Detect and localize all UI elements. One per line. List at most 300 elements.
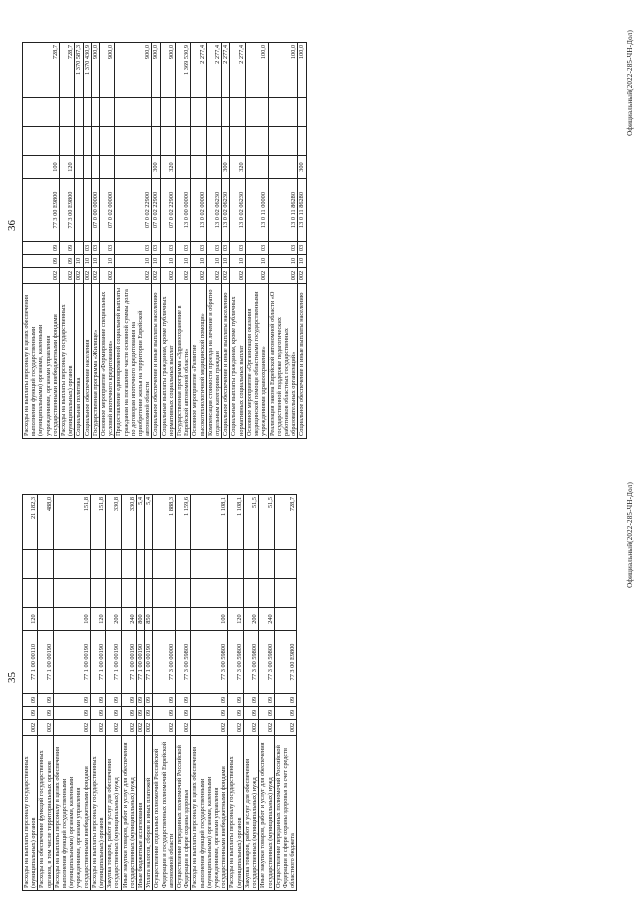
- code-pr: 09: [90, 694, 105, 707]
- target-article: 07 0 02 22900: [152, 179, 160, 242]
- table-row: [206, 43, 221, 439]
- expense-type: 100: [53, 608, 90, 631]
- expense-type: 850: [145, 608, 153, 631]
- row-name: Расходы на выплаты персоналу государственных (муниципальных) органов: [90, 736, 105, 891]
- expense-type: [153, 608, 176, 631]
- expense-type: 120: [228, 608, 243, 631]
- empty-cell: [243, 550, 258, 579]
- target-article: 77 3 00 59800: [243, 631, 258, 694]
- target-article: 77 1 00 00190: [106, 631, 121, 694]
- code-pr: 09: [176, 694, 191, 707]
- empty-cell: [60, 98, 75, 127]
- empty-cell: [91, 98, 99, 127]
- code-gr: 002: [115, 268, 152, 284]
- row-name: Предоставление единовременной социальной выплаты гражданам на погашение части основной суммы долга по договорам ипотечного кредитования на приобретение жилья на территории Еврейской автономной области: [115, 284, 152, 439]
- empty-cell: [75, 127, 83, 156]
- table-row: [243, 495, 258, 891]
- table-row: [53, 495, 90, 891]
- row-name: Закупка товаров, работ и услуг для обеспечения государственных (муниципальных) нужд: [243, 736, 258, 891]
- target-article: [83, 179, 91, 242]
- empty-cell: [191, 550, 228, 579]
- empty-cell: [100, 127, 115, 156]
- code-gr: 002: [298, 268, 306, 284]
- expense-type: 200: [243, 608, 258, 631]
- amount: 900,0: [100, 43, 115, 98]
- code-pr: 09: [23, 242, 60, 255]
- code-gr: 002: [268, 268, 298, 284]
- code-rz: 10: [176, 255, 191, 268]
- code-gr: 002: [90, 720, 105, 736]
- target-article: 13 0 11 86280: [268, 179, 298, 242]
- empty-cell: [176, 550, 191, 579]
- target-article: 77 3 00 59800: [259, 631, 274, 694]
- code-pr: 03: [230, 242, 245, 255]
- target-article: 13 0 02 06230: [206, 179, 221, 242]
- budget-table: [22, 494, 297, 891]
- code-rz: 10: [160, 255, 175, 268]
- table-row: [121, 495, 136, 891]
- amount: 900,0: [91, 43, 99, 98]
- code-gr: 002: [274, 720, 297, 736]
- target-article: 77 3 00 E9800: [23, 179, 60, 242]
- empty-cell: [243, 579, 258, 608]
- code-gr: 002: [259, 720, 274, 736]
- row-name: Основное мероприятие «Развитие высокотехнологичной медицинской помощи»: [191, 284, 206, 439]
- expense-type: 200: [106, 608, 121, 631]
- target-article: 13 0 11 86280: [298, 179, 306, 242]
- table-row: [298, 43, 306, 439]
- table-row: [106, 495, 121, 891]
- row-name: Иные закупки товаров, работ и услуг для обеспечения государственных (муниципальных) нужд: [121, 736, 136, 891]
- code-gr: 002: [75, 268, 83, 284]
- empty-cell: [100, 98, 115, 127]
- empty-cell: [153, 550, 176, 579]
- row-name: Расходы на выплаты персоналу государственных (муниципальных) органов: [228, 736, 243, 891]
- empty-cell: [115, 127, 152, 156]
- amount: 1 370 430,9: [83, 43, 91, 98]
- code-pr: 09: [60, 242, 75, 255]
- table-row: [152, 43, 160, 439]
- empty-cell: [259, 579, 274, 608]
- amount: 2 277,4: [230, 43, 245, 98]
- empty-cell: [160, 127, 175, 156]
- code-pr: 03: [160, 242, 175, 255]
- row-name: Реализация закона Еврейской автономной области «О государственной поддержке педагогических работников областных государственных образовательных организаций»: [268, 284, 298, 439]
- code-pr: 03: [206, 242, 221, 255]
- target-article: 77 1 00 00190: [137, 631, 145, 694]
- amount: 51,5: [259, 495, 274, 550]
- expense-type: [206, 156, 221, 179]
- code-gr: 002: [206, 268, 221, 284]
- code-rz: 09: [121, 707, 136, 720]
- empty-cell: [121, 579, 136, 608]
- table-row: [160, 43, 175, 439]
- code-pr: 03: [176, 242, 191, 255]
- expense-type: [83, 156, 91, 179]
- table-row: [191, 495, 228, 891]
- empty-cell: [38, 550, 53, 579]
- amount: 5,4: [145, 495, 153, 550]
- code-rz: 10: [75, 255, 83, 268]
- code-pr: 09: [274, 694, 297, 707]
- code-pr: 03: [100, 242, 115, 255]
- expense-type: [91, 156, 99, 179]
- code-rz: 10: [191, 255, 206, 268]
- expense-type: 100: [23, 156, 60, 179]
- code-gr: 002: [222, 268, 230, 284]
- code-pr: 09: [137, 694, 145, 707]
- target-article: 07 0 02 22900: [160, 179, 175, 242]
- empty-cell: [23, 550, 38, 579]
- amount: 1 369 530,9: [176, 43, 191, 98]
- code-gr: 002: [100, 268, 115, 284]
- empty-cell: [222, 98, 230, 127]
- empty-cell: [268, 98, 298, 127]
- code-rz: 09: [228, 707, 243, 720]
- row-name: Социальная политика: [75, 284, 83, 439]
- row-name: Расходы на выплаты персоналу в целях обеспечения выполнения функций государственными (муниципальными) органами, казенными учреждениями, органами управления государственными внебюджетными фондами: [53, 736, 90, 891]
- empty-cell: [160, 98, 175, 127]
- empty-cell: [206, 98, 221, 127]
- code-gr: 002: [23, 720, 38, 736]
- table-row: [145, 495, 153, 891]
- amount: 2 277,4: [206, 43, 221, 98]
- code-rz: 10: [245, 255, 268, 268]
- expense-type: [115, 156, 152, 179]
- amount: 728,7: [274, 495, 297, 550]
- page-35: [0, 452, 640, 903]
- amount: 1 159,6: [176, 495, 191, 550]
- code-pr: 09: [23, 694, 38, 707]
- empty-cell: [206, 127, 221, 156]
- code-pr: 03: [83, 242, 91, 255]
- expense-type: 120: [23, 608, 38, 631]
- code-gr: 002: [145, 720, 153, 736]
- row-name: Иные бюджетные ассигнования: [137, 736, 145, 891]
- target-article: 13 0 11 00000: [245, 179, 268, 242]
- code-rz: 10: [152, 255, 160, 268]
- table-row: [228, 495, 243, 891]
- code-gr: 002: [53, 720, 90, 736]
- table-row: [23, 43, 60, 439]
- table-row: [222, 43, 230, 439]
- code-rz: 09: [38, 707, 53, 720]
- code-rz: 10: [298, 255, 306, 268]
- amount: 330,8: [121, 495, 136, 550]
- row-name: Иные закупки товаров, работ и услуг для обеспечения государственных (муниципальных) нужд: [259, 736, 274, 891]
- empty-cell: [230, 98, 245, 127]
- target-article: 07 0 00 00000: [91, 179, 99, 242]
- empty-cell: [83, 98, 91, 127]
- row-name: Осуществление переданных полномочий Российской Федерации в сфере охраны здоровья: [176, 736, 191, 891]
- code-rz: 09: [106, 707, 121, 720]
- empty-cell: [137, 579, 145, 608]
- code-rz: 09: [53, 707, 90, 720]
- table-row: [153, 495, 176, 891]
- code-gr: 002: [83, 268, 91, 284]
- target-article: 77 3 00 59800: [228, 631, 243, 694]
- target-article: [75, 179, 83, 242]
- empty-cell: [228, 550, 243, 579]
- expense-type: 100: [191, 608, 228, 631]
- code-rz: 09: [23, 707, 38, 720]
- code-rz: 09: [243, 707, 258, 720]
- code-rz: 10: [222, 255, 230, 268]
- empty-cell: [145, 550, 153, 579]
- expense-type: [75, 156, 83, 179]
- row-name: Осуществление отдельных полномочий Российской Федерации и государственных полномочий Еврейской автономной области: [153, 736, 176, 891]
- code-gr: 002: [38, 720, 53, 736]
- code-gr: 002: [160, 268, 175, 284]
- code-pr: 09: [53, 694, 90, 707]
- empty-cell: [83, 127, 91, 156]
- target-article: 77 1 00 00190: [90, 631, 105, 694]
- code-pr: 03: [245, 242, 268, 255]
- empty-cell: [75, 98, 83, 127]
- expense-type: 300: [298, 156, 306, 179]
- table-row: [83, 43, 91, 439]
- row-name: Социальное обеспечение населения: [83, 284, 91, 439]
- amount: 1 108,1: [228, 495, 243, 550]
- empty-cell: [176, 579, 191, 608]
- table-row: [176, 43, 191, 439]
- empty-cell: [106, 579, 121, 608]
- empty-cell: [222, 127, 230, 156]
- code-pr: 03: [298, 242, 306, 255]
- amount: 2 277,4: [191, 43, 206, 98]
- expense-type: [274, 608, 297, 631]
- amount: 5,4: [137, 495, 145, 550]
- amount: 100,0: [298, 43, 306, 98]
- code-gr: 002: [191, 720, 228, 736]
- row-name: Социальное обеспечение и иные выплаты населению: [152, 284, 160, 439]
- empty-cell: [191, 579, 228, 608]
- code-pr: 03: [222, 242, 230, 255]
- code-gr: 002: [228, 720, 243, 736]
- code-rz: 10: [268, 255, 298, 268]
- table-row: [115, 43, 152, 439]
- expense-type: 240: [121, 608, 136, 631]
- empty-cell: [53, 579, 90, 608]
- empty-cell: [153, 579, 176, 608]
- empty-cell: [23, 579, 38, 608]
- amount: 330,8: [106, 495, 121, 550]
- row-name: Компенсация стоимости проезда на лечение и обратно отдельным категориям граждан: [206, 284, 221, 439]
- empty-cell: [90, 579, 105, 608]
- code-gr: 002: [91, 268, 99, 284]
- target-article: 13 0 00 00000: [176, 179, 191, 242]
- code-gr: 002: [121, 720, 136, 736]
- table-row: [268, 43, 298, 439]
- code-gr: 002: [23, 268, 60, 284]
- code-gr: 002: [176, 268, 191, 284]
- target-article: 77 3 00 59800: [191, 631, 228, 694]
- target-article: 07 0 02 22900: [115, 179, 152, 242]
- expense-type: 300: [222, 156, 230, 179]
- row-name: Социальное обеспечение и иные выплаты населению: [298, 284, 306, 439]
- empty-cell: [145, 579, 153, 608]
- amount: 100,0: [268, 43, 298, 98]
- amount: 728,7: [60, 43, 75, 98]
- empty-cell: [259, 550, 274, 579]
- code-rz: 09: [153, 707, 176, 720]
- page-36: [0, 0, 640, 451]
- code-rz: 10: [115, 255, 152, 268]
- code-gr: 002: [230, 268, 245, 284]
- amount: 1 888,3: [153, 495, 176, 550]
- empty-cell: [152, 127, 160, 156]
- code-rz: 09: [90, 707, 105, 720]
- amount: 2 277,4: [222, 43, 230, 98]
- empty-cell: [191, 127, 206, 156]
- page-footer: Официальный(2022-285-ЧН-Дол): [626, 482, 634, 588]
- code-rz: 10: [91, 255, 99, 268]
- budget-table: [22, 42, 307, 439]
- code-rz: 09: [60, 255, 75, 268]
- empty-cell: [298, 127, 306, 156]
- row-name: Социальные выплаты гражданам, кроме публичных нормативных социальных выплат: [160, 284, 175, 439]
- amount: 51,5: [243, 495, 258, 550]
- expense-type: [176, 608, 191, 631]
- expense-type: 320: [230, 156, 245, 179]
- table-row: [230, 43, 245, 439]
- row-name: Социальные выплаты гражданам, кроме публичных нормативных социальных выплат: [230, 284, 245, 439]
- row-name: Социальное обеспечение и иные выплаты населению: [222, 284, 230, 439]
- row-name: Закупка товаров, работ и услуг для обеспечения государственных (муниципальных) нужд: [106, 736, 121, 891]
- expense-type: 800: [137, 608, 145, 631]
- code-rz: 09: [137, 707, 145, 720]
- code-pr: 09: [121, 694, 136, 707]
- empty-cell: [274, 579, 297, 608]
- empty-cell: [152, 98, 160, 127]
- empty-cell: [53, 550, 90, 579]
- empty-cell: [23, 98, 60, 127]
- table-row: [259, 495, 274, 891]
- code-pr: [75, 242, 83, 255]
- table-row: [60, 43, 75, 439]
- target-article: 77 1 00 00190: [38, 631, 53, 694]
- table-row: [176, 495, 191, 891]
- code-pr: 03: [191, 242, 206, 255]
- page-number: 36: [6, 220, 18, 231]
- target-article: 77 3 00 E9800: [274, 631, 297, 694]
- table-row: [23, 495, 38, 891]
- row-name: Основное мероприятие «Организация оказания медицинской помощи областными государственными учреждениями здравоохранения»: [245, 284, 268, 439]
- code-rz: 09: [259, 707, 274, 720]
- code-gr: 002: [106, 720, 121, 736]
- code-rz: 09: [23, 255, 60, 268]
- code-rz: 09: [145, 707, 153, 720]
- amount: 728,7: [23, 43, 60, 98]
- code-pr: 09: [259, 694, 274, 707]
- code-pr: 09: [191, 694, 228, 707]
- code-gr: 002: [176, 720, 191, 736]
- code-rz: 10: [100, 255, 115, 268]
- empty-cell: [176, 127, 191, 156]
- target-article: 13 0 02 06230: [222, 179, 230, 242]
- target-article: 77 1 00 00190: [53, 631, 90, 694]
- code-pr: 09: [38, 694, 53, 707]
- target-article: 77 1 00 00110: [23, 631, 38, 694]
- code-rz: 09: [274, 707, 297, 720]
- code-gr: 002: [191, 268, 206, 284]
- table-row: [75, 43, 83, 439]
- code-pr: 09: [106, 694, 121, 707]
- row-name: Расходы на выплаты персоналу государственных (муниципальных) органов: [23, 736, 38, 891]
- code-gr: 002: [60, 268, 75, 284]
- code-rz: 10: [83, 255, 91, 268]
- empty-cell: [245, 98, 268, 127]
- amount: 1 370 587,3: [75, 43, 83, 98]
- table-row: [245, 43, 268, 439]
- expense-type: [100, 156, 115, 179]
- code-pr: 03: [115, 242, 152, 255]
- empty-cell: [106, 550, 121, 579]
- target-article: 77 1 00 00190: [145, 631, 153, 694]
- table-row: [38, 495, 53, 891]
- table-row: [191, 43, 206, 439]
- empty-cell: [60, 127, 75, 156]
- table-row: [100, 43, 115, 439]
- expense-type: 120: [90, 608, 105, 631]
- table-row: [274, 495, 297, 891]
- table-row: [91, 43, 99, 439]
- code-pr: 03: [152, 242, 160, 255]
- target-article: 77 3 00 00000: [153, 631, 176, 694]
- page-footer: Официальный(2022-285-ЧН-Дол): [626, 30, 634, 136]
- page-number: 35: [6, 672, 18, 683]
- empty-cell: [38, 579, 53, 608]
- expense-type: 300: [152, 156, 160, 179]
- expense-type: [191, 156, 206, 179]
- row-name: Расходы на обеспечение функций государственных органов, в том числе территориальных органов: [38, 736, 53, 891]
- table-row: [137, 495, 145, 891]
- expense-type: 120: [60, 156, 75, 179]
- target-article: 77 3 00 59800: [176, 631, 191, 694]
- target-article: 13 0 02 00000: [191, 179, 206, 242]
- row-name: Осуществление переданных полномочий Российской Федерации в сфере охраны здоровья за счет средств областного бюджета: [274, 736, 297, 891]
- empty-cell: [91, 127, 99, 156]
- amount: 151,8: [90, 495, 105, 550]
- amount: 488,0: [38, 495, 53, 550]
- expense-type: [268, 156, 298, 179]
- row-name: Государственная программа «Здравоохранение в Еврейской автономной области»: [176, 284, 191, 439]
- row-name: Государственная программа «Жилище»: [91, 284, 99, 439]
- code-gr: 002: [137, 720, 145, 736]
- empty-cell: [121, 550, 136, 579]
- table-row: [90, 495, 105, 891]
- code-pr: 09: [228, 694, 243, 707]
- code-rz: 10: [230, 255, 245, 268]
- row-name: Расходы на выплаты персоналу в целях обеспечения выполнения функций государственными (муниципальными) органами, казенными учреждениями, органами управления государственными внебюджетными фондами: [23, 284, 60, 439]
- code-pr: 09: [153, 694, 176, 707]
- empty-cell: [176, 98, 191, 127]
- empty-cell: [191, 98, 206, 127]
- amount: 100,0: [245, 43, 268, 98]
- expense-type: 320: [160, 156, 175, 179]
- empty-cell: [90, 550, 105, 579]
- code-rz: 10: [206, 255, 221, 268]
- empty-cell: [23, 127, 60, 156]
- amount: 900,0: [115, 43, 152, 98]
- row-name: Расходы на выплаты персоналу государственных (муниципальных) органов: [60, 284, 75, 439]
- empty-cell: [115, 98, 152, 127]
- code-rz: 09: [176, 707, 191, 720]
- empty-cell: [274, 550, 297, 579]
- target-article: 77 1 00 00190: [121, 631, 136, 694]
- code-gr: 002: [245, 268, 268, 284]
- empty-cell: [268, 127, 298, 156]
